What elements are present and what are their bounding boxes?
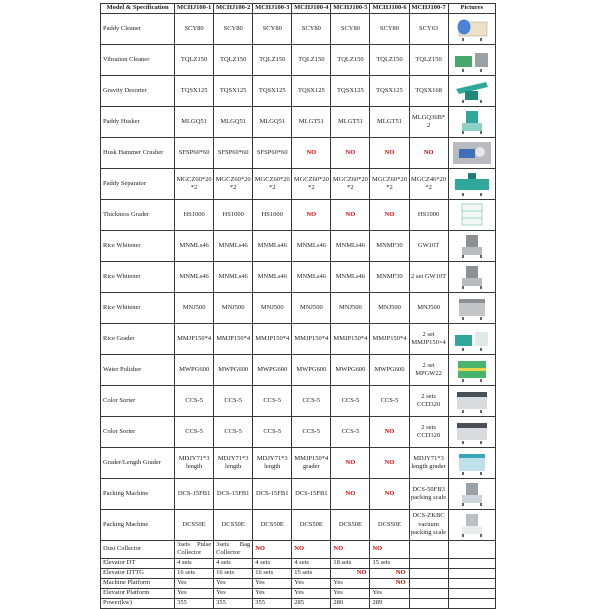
spec-cell: MLGQ51 <box>253 107 292 138</box>
spec-cell: CCS-5 <box>292 417 331 448</box>
spec-cell: MNMLs46 <box>292 231 331 262</box>
header-cell: MCHJ100-6 <box>370 4 409 14</box>
header-cell: MCHJ100-2 <box>214 4 253 14</box>
spec-cell: MGCZ60*20*2 <box>292 169 331 200</box>
spec-cell: SCY80 <box>214 14 253 45</box>
gravity-desorter-photo <box>452 78 492 104</box>
spec-cell: 355 <box>175 598 214 608</box>
vibration-cleaner-photo <box>452 47 492 73</box>
spec-sheet <box>100 3 497 609</box>
spec-cell: MMJP150*4 <box>175 324 214 355</box>
not-included-cell: NO <box>370 448 409 479</box>
spec-table-body <box>101 14 496 609</box>
spec-cell: DCS-50FB3 packing scale <box>409 479 448 510</box>
not-included-cell: NO <box>292 138 331 169</box>
spec-cell: TQLZ150 <box>214 45 253 76</box>
spec-cell: 3sets Pulse Collector <box>175 541 214 559</box>
spec-cell: Yes <box>253 578 292 588</box>
spec-cell: 2 sets CCD320 <box>409 417 448 448</box>
paddy-separator-photo <box>452 171 492 197</box>
spec-cell: MMJP150*4 grader <box>292 448 331 479</box>
spec-cell: 15 sets <box>292 568 331 578</box>
not-included-cell: NO <box>292 200 331 231</box>
table-row <box>101 541 496 559</box>
spec-cell: MNMLs46 <box>214 231 253 262</box>
spec-cell: MNJ500 <box>331 293 370 324</box>
spec-cell: MMJP150*4 <box>214 324 253 355</box>
empty-picture-cell <box>448 541 495 559</box>
model-label: Color Sorter <box>101 417 175 448</box>
spec-cell: SCY80 <box>253 14 292 45</box>
model-label: Gravity Desorter <box>101 76 175 107</box>
picture-cell <box>448 448 495 479</box>
spec-cell: TQLZ150 <box>370 45 409 76</box>
not-included-cell: NO <box>370 417 409 448</box>
spec-cell: 355 <box>214 598 253 608</box>
spec-cell: MWPG600 <box>370 355 409 386</box>
model-label: Paddy Cleaner <box>101 14 175 45</box>
spec-cell: Yes <box>214 588 253 598</box>
model-label: Grader/Length Grader <box>101 448 175 479</box>
spec-cell: CCS-5 <box>370 386 409 417</box>
spec-cell: DCS50E <box>175 510 214 541</box>
not-included-cell: NO <box>331 138 370 169</box>
not-included-cell: NO <box>331 479 370 510</box>
header-row <box>101 4 496 14</box>
model-label: Elevator DTTG <box>101 568 175 578</box>
spec-cell: 280 <box>331 598 370 608</box>
spec-cell: TQSX125 <box>370 76 409 107</box>
spec-cell: Yes <box>214 578 253 588</box>
spec-cell: MGCZ60*20*2 <box>214 169 253 200</box>
spec-cell: 4 sets <box>292 558 331 568</box>
model-label: Vibration Cleaner <box>101 45 175 76</box>
spec-cell: MNJ500 <box>409 293 448 324</box>
table-row <box>101 479 496 510</box>
spec-cell: MNJ500 <box>175 293 214 324</box>
picture-cell <box>448 355 495 386</box>
spec-cell: Yes <box>331 588 370 598</box>
spec-cell: 16 sets <box>214 568 253 578</box>
spec-cell: MGCZ46*20*2 <box>409 169 448 200</box>
spec-cell: MDJY71*3 length <box>175 448 214 479</box>
spec-cell: 16 sets <box>253 568 292 578</box>
spec-cell: CCS-5 <box>331 417 370 448</box>
spec-cell: Yes <box>331 578 370 588</box>
model-label: Elevator DT <box>101 558 175 568</box>
table-row <box>101 262 496 293</box>
spec-cell: MNMLs46 <box>253 262 292 293</box>
color-sorter-photo <box>452 419 492 445</box>
spec-cell: 289 <box>370 598 409 608</box>
model-label: Elevator Platform <box>101 588 175 598</box>
packing-machine-photo <box>452 481 492 507</box>
header-cell: MCHJ100-4 <box>292 4 331 14</box>
model-label: Rice Grader <box>101 324 175 355</box>
spec-cell: MMJP150*4 <box>370 324 409 355</box>
table-row <box>101 588 496 598</box>
spec-cell: MWPG600 <box>292 355 331 386</box>
spec-cell: 2 set MPGW22 <box>409 355 448 386</box>
table-row <box>101 231 496 262</box>
spec-cell: MNMLs46 <box>331 262 370 293</box>
not-included-cell: NO <box>370 200 409 231</box>
spec-cell: MNJ500 <box>292 293 331 324</box>
spec-cell: CCS-5 <box>253 386 292 417</box>
model-label: Packing Machine <box>101 479 175 510</box>
spec-cell: DCS-15FB1 <box>214 479 253 510</box>
picture-cell <box>448 200 495 231</box>
spec-cell: 16 sets <box>175 568 214 578</box>
picture-cell <box>448 324 495 355</box>
picture-cell <box>448 417 495 448</box>
model-label: Rice Whitener <box>101 231 175 262</box>
spec-cell: CCS-5 <box>331 386 370 417</box>
spec-cell: HS1000 <box>175 200 214 231</box>
table-row <box>101 138 496 169</box>
spec-cell: 18 sets <box>331 558 370 568</box>
spec-cell: MWPG600 <box>214 355 253 386</box>
spec-cell: MNMLs46 <box>214 262 253 293</box>
header-cell: MCHJ100-1 <box>175 4 214 14</box>
spec-cell: DCS50E <box>370 510 409 541</box>
rice-whitener-photo <box>452 233 492 259</box>
not-included-cell: NO <box>370 568 409 578</box>
empty-picture-cell <box>448 578 495 588</box>
not-included-cell: NO <box>331 200 370 231</box>
table-row <box>101 169 496 200</box>
length-grader-photo <box>452 450 492 476</box>
spec-cell: SFSP60*60 <box>175 138 214 169</box>
table-row <box>101 448 496 479</box>
spec-cell: DCS-15FB1 <box>175 479 214 510</box>
spec-cell: DCS-15FB1 <box>292 479 331 510</box>
spec-cell: TQSX168 <box>409 76 448 107</box>
spec-cell: TQSX125 <box>331 76 370 107</box>
picture-cell <box>448 138 495 169</box>
picture-cell <box>448 231 495 262</box>
model-label: Color Sorter <box>101 386 175 417</box>
spec-cell: SCY80 <box>370 14 409 45</box>
rice-grader-photo <box>452 326 492 352</box>
spec-cell: CCS-5 <box>214 386 253 417</box>
table-row <box>101 293 496 324</box>
spec-cell: MDJY71*3 length grader <box>409 448 448 479</box>
not-included-cell: NO <box>331 568 370 578</box>
spec-cell: MNMLs46 <box>331 231 370 262</box>
spec-cell: CCS-5 <box>175 386 214 417</box>
spec-cell: MDJY71*3 length <box>214 448 253 479</box>
spec-cell <box>409 568 448 578</box>
spec-cell: 15 sets <box>370 558 409 568</box>
spec-cell: MMJP150*4 <box>253 324 292 355</box>
spec-cell: CCS-5 <box>292 386 331 417</box>
rice-whitener-photo <box>452 264 492 290</box>
spec-cell: MNMF30 <box>370 231 409 262</box>
spec-cell: MNJ500 <box>370 293 409 324</box>
table-row <box>101 200 496 231</box>
spec-cell: SCY80 <box>331 14 370 45</box>
spec-cell: Yes <box>175 588 214 598</box>
spec-cell: MMJP150*4 <box>331 324 370 355</box>
spec-cell: MDJY71*3 length <box>253 448 292 479</box>
spec-cell: DCS50E <box>214 510 253 541</box>
color-sorter-photo <box>452 388 492 414</box>
spec-cell: MLGQ51 <box>175 107 214 138</box>
spec-cell: MGCZ60*20*2 <box>331 169 370 200</box>
paddy-husker-photo <box>452 109 492 135</box>
spec-cell: Yes <box>175 578 214 588</box>
husk-hammer-crusher-photo <box>452 140 492 166</box>
table-row <box>101 14 496 45</box>
table-row <box>101 76 496 107</box>
spec-table <box>100 3 496 609</box>
spec-cell: 4 sets <box>214 558 253 568</box>
spec-cell: HS1000 <box>214 200 253 231</box>
empty-picture-cell <box>448 568 495 578</box>
spec-cell: DCS50E <box>331 510 370 541</box>
not-included-cell: NO <box>292 541 331 559</box>
spec-cell: MGCZ60*20*2 <box>253 169 292 200</box>
table-row <box>101 510 496 541</box>
spec-cell: CCS-5 <box>253 417 292 448</box>
spec-cell: MGCZ60*20*2 <box>175 169 214 200</box>
spec-cell: TQLZ150 <box>253 45 292 76</box>
spec-cell: DCS-15FB1 <box>253 479 292 510</box>
header-cell: MCHJ100-7 <box>409 4 448 14</box>
spec-cell: 2 set GW10T <box>409 262 448 293</box>
table-row <box>101 324 496 355</box>
spec-cell: Yes <box>370 588 409 598</box>
model-label: Water Polisher <box>101 355 175 386</box>
table-row <box>101 417 496 448</box>
picture-cell <box>448 107 495 138</box>
table-row <box>101 386 496 417</box>
not-included-cell: NO <box>409 138 448 169</box>
paddy-cleaner-photo <box>452 16 492 42</box>
spec-cell: TQSX125 <box>253 76 292 107</box>
spec-cell: TQSX125 <box>292 76 331 107</box>
spec-cell: SCY80 <box>175 14 214 45</box>
spec-cell: MWPG600 <box>331 355 370 386</box>
spec-cell: MWPG600 <box>175 355 214 386</box>
picture-cell <box>448 169 495 200</box>
spec-cell: SCY80 <box>292 14 331 45</box>
spec-cell: TQLZ150 <box>175 45 214 76</box>
spec-cell: GW10T <box>409 231 448 262</box>
model-label: Power(kw) <box>101 598 175 608</box>
table-row <box>101 45 496 76</box>
spec-cell <box>409 541 448 559</box>
spec-cell: CCS-5 <box>175 417 214 448</box>
spec-cell: MGCZ60*20*2 <box>370 169 409 200</box>
not-included-cell: NO <box>370 578 409 588</box>
model-label: Rice Whitener <box>101 293 175 324</box>
spec-cell: DCS50E <box>292 510 331 541</box>
picture-cell <box>448 479 495 510</box>
model-label: Dust Collector <box>101 541 175 559</box>
model-label: Packing Machine <box>101 510 175 541</box>
vacuum-packing-machine-photo <box>452 512 492 538</box>
model-label: Machine Platform <box>101 578 175 588</box>
spec-cell: MNMLs46 <box>175 262 214 293</box>
empty-picture-cell <box>448 558 495 568</box>
spec-cell: MNMLs46 <box>175 231 214 262</box>
thickness-grader-photo <box>452 202 492 228</box>
spec-cell: MLGQ51 <box>214 107 253 138</box>
not-included-cell: NO <box>370 541 409 559</box>
picture-cell <box>448 262 495 293</box>
rice-whitener-photo <box>452 295 492 321</box>
not-included-cell: NO <box>370 138 409 169</box>
spec-cell: MNJ500 <box>214 293 253 324</box>
not-included-cell: NO <box>331 541 370 559</box>
spec-cell: 3sets Bag Collector <box>214 541 253 559</box>
spec-cell: TQLZ150 <box>409 45 448 76</box>
spec-cell: Yes <box>292 588 331 598</box>
table-row <box>101 355 496 386</box>
spec-cell: TQLZ150 <box>331 45 370 76</box>
not-included-cell: NO <box>331 448 370 479</box>
spec-cell: MLGQ36B*2 <box>409 107 448 138</box>
table-row <box>101 568 496 578</box>
spec-cell: TQSX125 <box>214 76 253 107</box>
spec-cell: SFSP60*60 <box>253 138 292 169</box>
model-label: Paddy Husker <box>101 107 175 138</box>
spec-cell: 4 sets <box>253 558 292 568</box>
spec-cell <box>409 558 448 568</box>
spec-cell: 285 <box>292 598 331 608</box>
table-row <box>101 558 496 568</box>
spec-cell: Yes <box>253 588 292 598</box>
spec-cell: SFSP60*60 <box>214 138 253 169</box>
spec-cell: HS1000 <box>409 200 448 231</box>
spec-cell: MLGT51 <box>292 107 331 138</box>
not-included-cell: NO <box>253 541 292 559</box>
spec-cell: 2 sets CCD320 <box>409 386 448 417</box>
spec-cell <box>409 588 448 598</box>
header-cell: MCHJ100-5 <box>331 4 370 14</box>
spec-cell <box>409 578 448 588</box>
spec-cell: TQLZ150 <box>292 45 331 76</box>
header-cell: Model & Specification <box>101 4 175 14</box>
spec-cell: MNMLs46 <box>253 231 292 262</box>
picture-cell <box>448 510 495 541</box>
not-included-cell: NO <box>370 479 409 510</box>
spec-cell: MNJ500 <box>253 293 292 324</box>
spec-cell: 2 set MMJP150×4 <box>409 324 448 355</box>
spec-cell: CCS-5 <box>214 417 253 448</box>
spec-cell: 4 sets <box>175 558 214 568</box>
spec-cell: DCS50E <box>253 510 292 541</box>
spec-cell: MLGT51 <box>331 107 370 138</box>
model-label: Husk Hammer Crusher <box>101 138 175 169</box>
spec-cell: MNMF30 <box>370 262 409 293</box>
table-row <box>101 578 496 588</box>
model-label: Rice Whitener <box>101 262 175 293</box>
header-cell: Pictures <box>448 4 495 14</box>
picture-cell <box>448 293 495 324</box>
spec-cell: HS1000 <box>253 200 292 231</box>
spec-cell: MLGT51 <box>370 107 409 138</box>
water-polisher-photo <box>452 357 492 383</box>
spec-cell: SCY63 <box>409 14 448 45</box>
picture-cell <box>448 386 495 417</box>
picture-cell <box>448 14 495 45</box>
header-cell: MCHJ100-3 <box>253 4 292 14</box>
spec-cell: Yes <box>292 578 331 588</box>
picture-cell <box>448 76 495 107</box>
empty-picture-cell <box>448 588 495 598</box>
picture-cell <box>448 45 495 76</box>
spec-cell: MNMLs46 <box>292 262 331 293</box>
spec-cell: TQSX125 <box>175 76 214 107</box>
spec-table-header <box>101 4 496 14</box>
model-label: Paddy Separator <box>101 169 175 200</box>
spec-cell: MMJP150*4 <box>292 324 331 355</box>
spec-cell: 355 <box>253 598 292 608</box>
model-label: Thickness Grader <box>101 200 175 231</box>
spec-cell: MWPG600 <box>253 355 292 386</box>
table-row <box>101 107 496 138</box>
spec-cell: DCS-ZKBC vacuum packing scale <box>409 510 448 541</box>
